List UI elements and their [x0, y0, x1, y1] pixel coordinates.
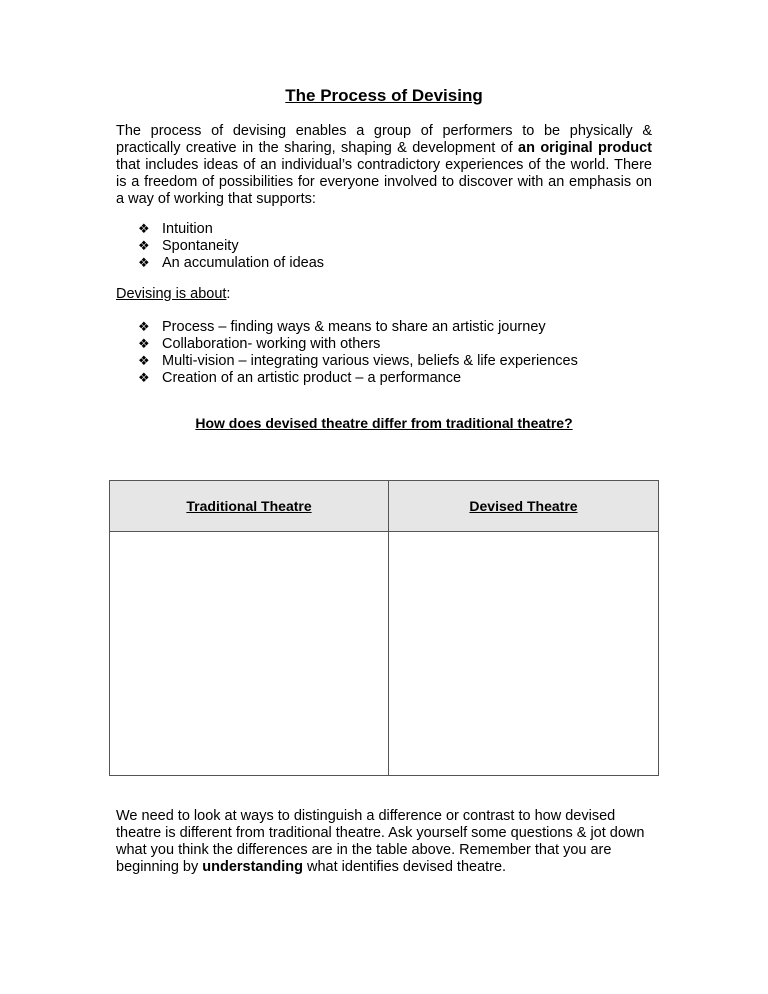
outro-paragraph	[116, 808, 656, 876]
list-item-text: Creation of an artistic product – a performance	[162, 370, 462, 386]
diamond-bullet-icon: ❖	[138, 336, 150, 351]
about-heading-text: Devising is about	[116, 286, 227, 302]
diamond-bullet-icon: ❖	[138, 238, 150, 253]
list-item	[138, 335, 578, 352]
intro-paragraph	[116, 123, 652, 208]
devised-theatre-answer-cell[interactable]	[389, 532, 659, 776]
list-item-text: An accumulation of ideas	[162, 255, 325, 271]
traditional-theatre-answer-cell[interactable]	[110, 532, 389, 776]
supports-list	[138, 220, 324, 271]
list-item-text: Process – finding ways & means to share an artistic journey	[162, 319, 546, 335]
list-item	[138, 254, 324, 271]
header-traditional-theatre: Traditional Theatre	[110, 481, 389, 532]
comparison-question: How does devised theatre differ from traditional theatre?	[195, 415, 573, 431]
diamond-bullet-icon: ❖	[138, 353, 150, 368]
list-item	[138, 237, 324, 254]
comparison-table	[109, 480, 659, 776]
about-heading-colon: :	[226, 286, 231, 302]
list-item	[138, 352, 578, 369]
outro-text-start: We need to look at ways to distinguish a difference or contrast to how devised theatre is different from traditional theatre. Ask yourself some questions & jot down what you think the differences are in the table above. Remember that you are beginning by	[116, 808, 645, 875]
list-item-text: Collaboration- working with others	[162, 336, 381, 352]
outro-text-end: what identifies devised theatre.	[302, 859, 507, 875]
diamond-bullet-icon: ❖	[138, 370, 150, 385]
about-list	[138, 318, 578, 386]
header-devised-theatre: Devised Theatre	[389, 481, 659, 532]
table-header-row	[110, 481, 659, 532]
outro-bold-word: understanding	[202, 859, 303, 875]
intro-text-end: that includes ideas of an individual’s contradictory experiences of the world. There is a freedom of possibilities for everyone involved to discover with an emphasis on a way of working that supports:	[116, 157, 652, 207]
list-item-text: Intuition	[162, 221, 213, 237]
table-row	[110, 532, 659, 776]
intro-bold-phrase: an original product	[518, 140, 653, 156]
diamond-bullet-icon: ❖	[138, 221, 150, 236]
list-item	[138, 318, 578, 335]
list-item-text: Multi-vision – integrating various views, beliefs & life experiences	[162, 353, 578, 369]
about-heading	[116, 286, 230, 302]
diamond-bullet-icon: ❖	[138, 319, 150, 334]
page-title: The Process of Devising	[285, 86, 483, 105]
list-item-text: Spontaneity	[162, 238, 239, 254]
list-item	[138, 369, 578, 386]
diamond-bullet-icon: ❖	[138, 255, 150, 270]
list-item	[138, 220, 324, 237]
intro-text-start: The process of devising enables a group of performers to be physically & practically creative in the sharing, shaping & development of	[116, 123, 652, 156]
